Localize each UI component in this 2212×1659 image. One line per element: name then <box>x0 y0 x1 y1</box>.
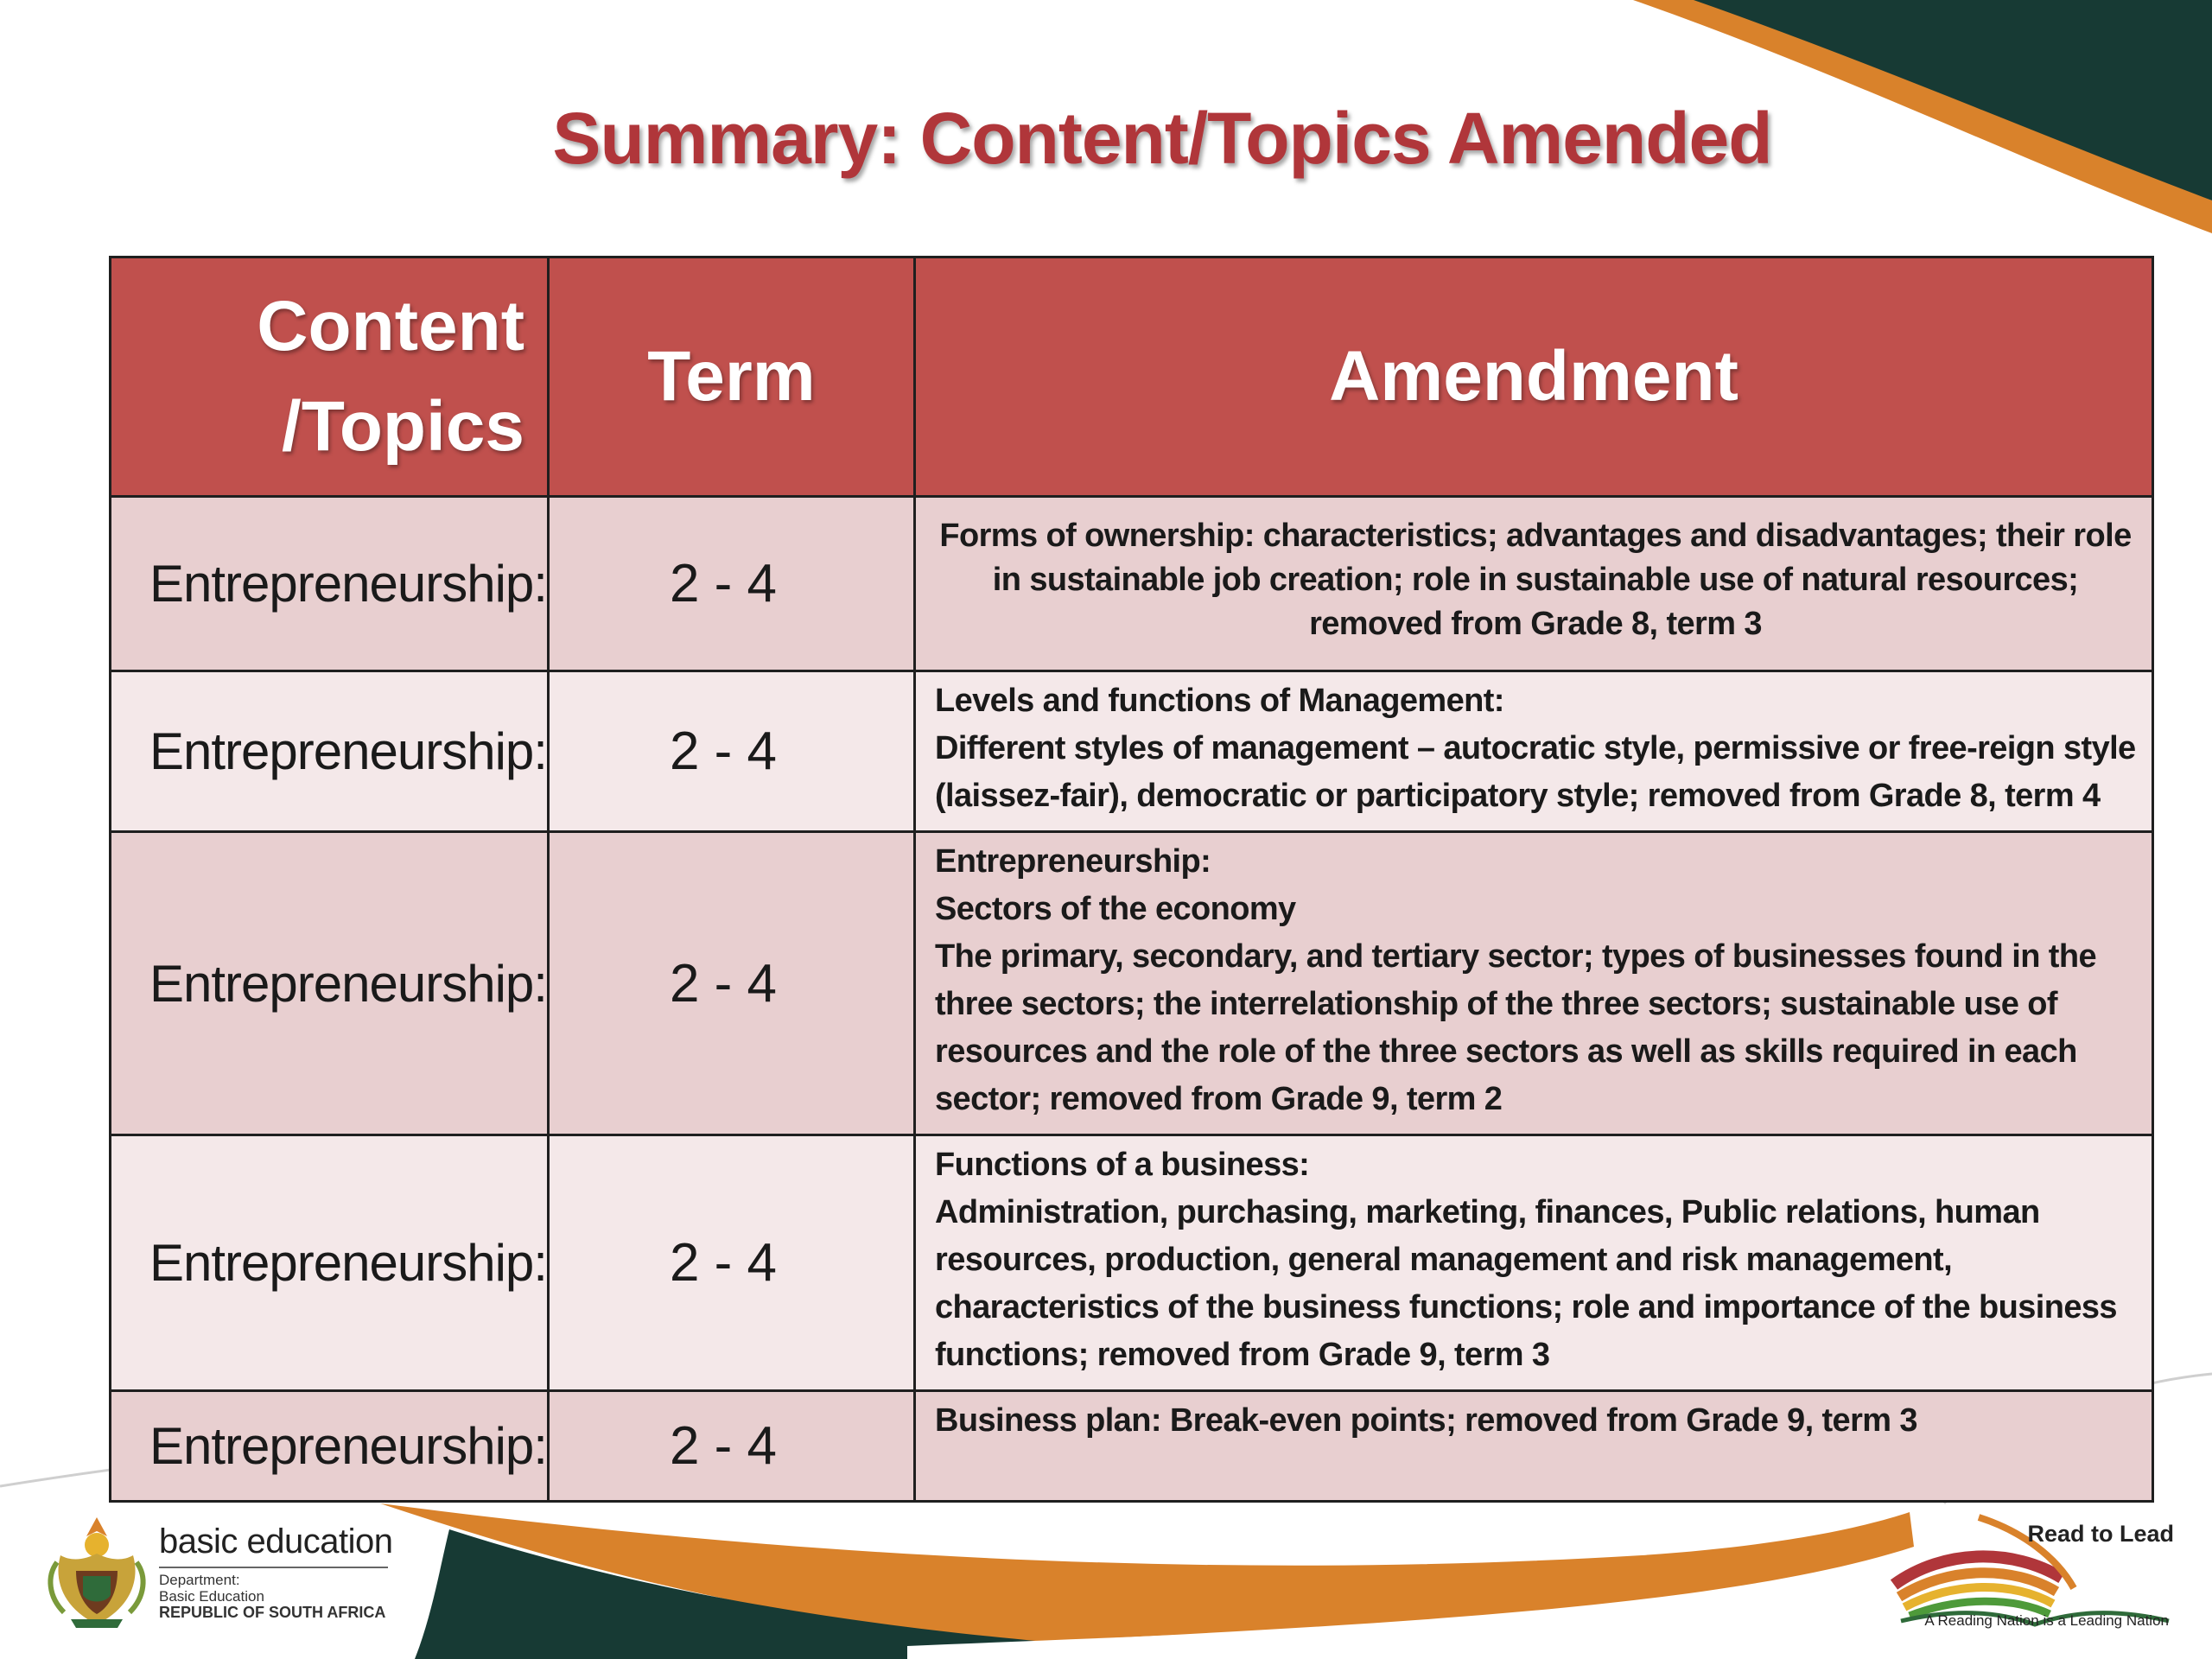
page-title: Summary: Content/Topics Amended <box>552 98 1772 179</box>
dept-name: basic education <box>159 1522 393 1560</box>
department-logo-text <box>159 1522 392 1621</box>
table-row <box>111 832 2153 1135</box>
amendments-table <box>109 256 2154 1503</box>
header-amendment: Amendment <box>915 257 2153 497</box>
dept-line-2: Basic Education <box>159 1588 264 1605</box>
dept-line-1: Department: <box>159 1572 240 1588</box>
header-term: Term <box>549 257 915 497</box>
term-cell: 2 - 4 <box>549 671 915 832</box>
campaign-tagline: A Reading Nation is a Leading Nation <box>1924 1612 2169 1629</box>
amendment-cell: Functions of a business: Administration, purchasing, marketing, finances, Public relations, human resources, production, general management and risk management, characteristics of the business functions; role and importance of the business functions; removed from Grade 9, term 3 <box>915 1135 2153 1391</box>
topic-cell: Entrepreneurship: <box>111 1135 549 1391</box>
campaign-title: Read to Lead <box>2027 1521 2174 1547</box>
table-header-row <box>111 257 2153 497</box>
amendment-cell: Levels and functions of Management: Different styles of management – autocratic style, permissive or free-reign style (laissez-fair), democratic or participatory style; removed from Grade 8, term 4 <box>915 671 2153 832</box>
topic-cell: Entrepreneurship: <box>111 497 549 671</box>
term-cell: 2 - 4 <box>549 832 915 1135</box>
table-row <box>111 1391 2153 1502</box>
term-cell: 2 - 4 <box>549 1391 915 1502</box>
amendment-cell: Entrepreneurship: Sectors of the economy The primary, secondary, and tertiary sector; types of businesses found in the three sectors; the interrelationship of the three sectors; sustainable use of resources and the role of the three sectors as well as skills required in each sector; removed from Grade 9, term 2 <box>915 832 2153 1135</box>
coat-of-arms-icon <box>45 1510 149 1631</box>
amendment-cell: Business plan: Break-even points; removed from Grade 9, term 3 <box>915 1391 2153 1502</box>
topic-cell: Entrepreneurship: <box>111 671 549 832</box>
read-to-lead-logo <box>1884 1514 2186 1643</box>
term-cell: 2 - 4 <box>549 1135 915 1391</box>
amendment-cell: Forms of ownership: characteristics; advantages and disadvantages; their role in sustainable job creation; role in sustainable use of natural resources; removed from Grade 8, term 3 <box>915 497 2153 671</box>
table-row <box>111 671 2153 832</box>
term-cell: 2 - 4 <box>549 497 915 671</box>
table-row <box>111 1135 2153 1391</box>
topic-cell: Entrepreneurship: <box>111 832 549 1135</box>
table-row <box>111 497 2153 671</box>
dept-line-3: REPUBLIC OF SOUTH AFRICA <box>159 1604 386 1621</box>
topic-cell: Entrepreneurship: <box>111 1391 549 1502</box>
header-content-topics: Content /Topics <box>111 257 549 497</box>
